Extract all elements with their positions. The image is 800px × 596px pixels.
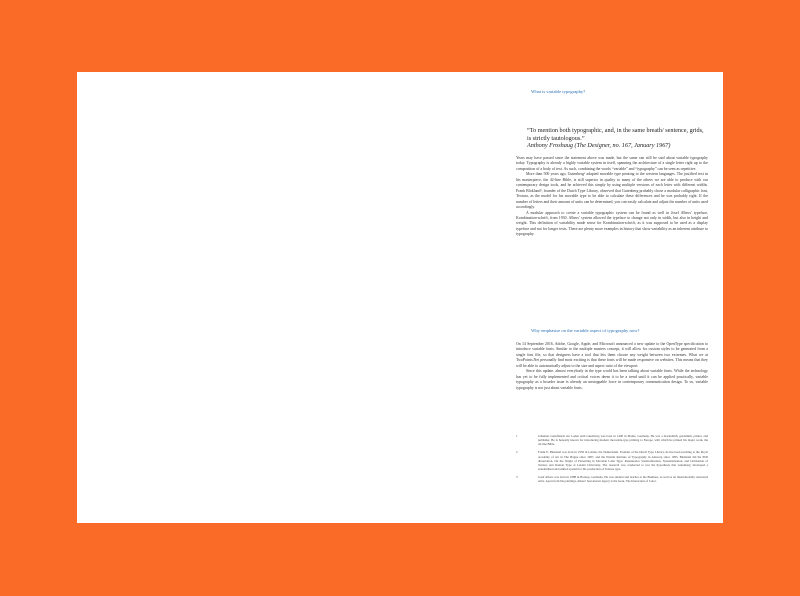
quote-source: Anthony Froshaug (The Designer, no. 167, January 1967) bbox=[527, 142, 671, 150]
paragraph: Since this update, almost everybody in the type world has been talking about variable fonts. While the technology has yet to be fully implemented and critical voices deem it to be a trend until it can be applied practically, variable typography as a broader issue is already an unstoppable force in contemporary communication design. To us, variable typography is not just about variable fonts. bbox=[516, 369, 708, 390]
footnote-text: Josef Albers was born in 1888 in Bottrop, Germany. He was student and teacher at the Bauhaus, as well as an internationally renowned artist. Apart from his paintings, Albers' best known legacy is the book, The Interaction of Color. bbox=[538, 475, 708, 484]
paragraph: Years may have passed since the statement above was made, but the same can still be said about variable typography today. Typography is already a highly variable system in itself, spanning the architecture of a single letter right up to the composition of a body of text. As such, combining the words “variable” and “typography” can be seen as repetitive. bbox=[516, 156, 708, 171]
section-heading-what-is-variable-typography: What is variable typography? bbox=[531, 89, 586, 94]
quote-text: “To mention both typographic, and, in the same breath/ sentence, grids, is strictly tautologous.” bbox=[527, 127, 704, 142]
footnote-number: 2 bbox=[516, 450, 518, 455]
footnote-text: Johannes Gensfleisch zur Laden zum Gutenberg was born in 1400 in Mainz, Germany. He was a blacksmith, goldsmith, printer, and publisher. He is honestly known for introducing modern moveable-type printing to Europe, with which he printed his major work, the 42-line Bible. bbox=[538, 434, 708, 447]
footnote bbox=[516, 475, 708, 483]
section-heading-why-emphasise: Why emphasise on the variable aspect of typography now? bbox=[531, 328, 640, 333]
paragraph: A modular approach to create a variable typographic system can be found as well in Josef Albers’ typeface, Kombination-schrift, from 1930. Albers’ system allowed the typeface to change not only in width, but also in height and weight. This definition of variability made sense for Kombination-schrift, as it was supposed to be used as a display typeface and not for longer texts. There are plenty more examples in history that show variability as an inherent attribute to typography. bbox=[516, 210, 708, 237]
section1-body bbox=[516, 156, 708, 238]
left-page bbox=[77, 72, 400, 523]
footnotes bbox=[516, 434, 708, 488]
footnote-number: 1 bbox=[516, 434, 518, 438]
footnote-number: 3 bbox=[516, 475, 518, 480]
footnote-text: Frank E. Blokland was born in 1959 in Leiden, the Netherlands. Founder of the Dutch Type Library, he has been teaching at the Royal Academy of Art in The Hague since 1987, and the Plantin Institute of Typography in Antwerp since 1995. Blokland did his PhD dissertation, On the Origin of Patterning in Movable Latin Type: Renaissance Standardisation, Systematisation, and Unitisation of Textura and Roman Type at Leiden University, The research was conducted to test the hypothesis that Gutenberg developed a standardised and unified system for the production of Textura type. bbox=[538, 450, 708, 472]
paragraph: More than 500 years ago, Gutenberg¹ adapted movable type printing to the western languages. The justified text in his masterpiece, the 42-line Bible, is still superior in quality to many of the others we are able to produce with our contemporary design tools, and he achieved this simply by using multiple versions of each letter with different widths. Frank Blokland², founder of the Dutch Type Library, observed that Gutenberg probably chose a modular calligraphic font, Textura, as the model for his movable type to be able to calculate these differences and he was probably right. If the number of letters and their amount of units can be determined, you can easily calculate and adjust the number of units used accordingly. bbox=[516, 172, 708, 210]
footnote bbox=[516, 450, 708, 471]
book-spread bbox=[77, 72, 723, 523]
pull-quote bbox=[527, 127, 707, 150]
section2-body bbox=[516, 342, 708, 391]
paragraph: On 14 September 2016, Adobe, Google, Apple, and Microsoft announced a new update to the OpenType specification to introduce variable fonts. Similar to the multiple masters concept, it will allow for custom styles to be generated from a single font file, so that designers have a tool that lets them choose any weight between two extremes. What we at TwoPoints.Net personally find most exciting is that these fonts will be made responsive on websites. This means that they will be able to automatically adjust to the size and aspect ratio of the viewport. bbox=[516, 342, 708, 368]
right-page bbox=[400, 72, 723, 523]
footnote bbox=[516, 434, 708, 446]
